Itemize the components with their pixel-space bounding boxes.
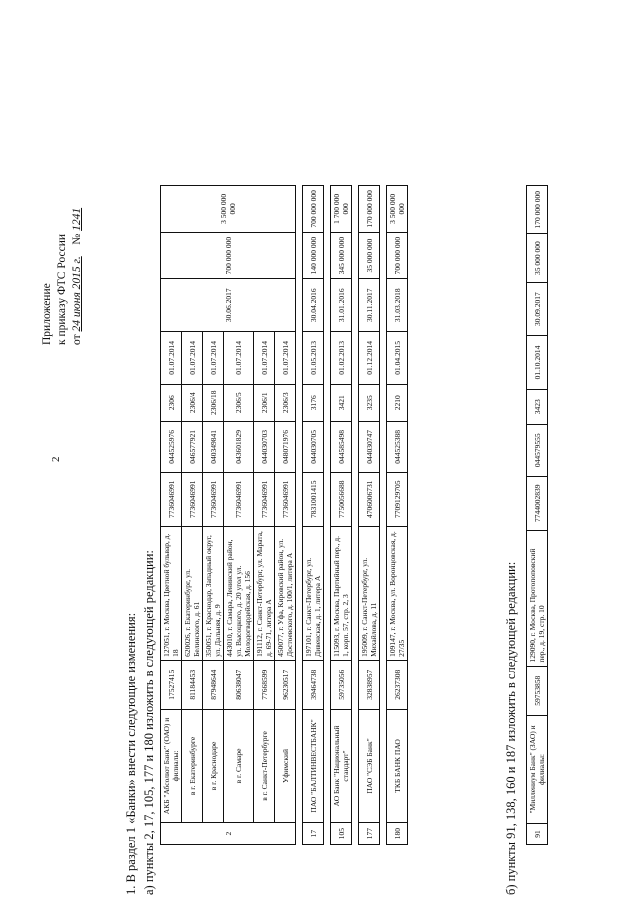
banks-table-a: [160, 185, 408, 845]
cell-d2: 31.03.2018: [387, 279, 408, 332]
cell-addr: 191112, г. Санкт-Петербург, ул. Марата, д. 69-71, литера А: [254, 526, 275, 660]
table-row: [331, 186, 352, 845]
cell-inn: 7750056688: [331, 472, 352, 526]
appendix-date-line: [70, 208, 85, 345]
table-row: [161, 186, 182, 845]
cell-lic: 2210: [387, 384, 408, 421]
cell-d1: 01.07.2014: [203, 332, 224, 385]
cell-inn: 7831001415: [303, 472, 324, 526]
cell-d2: 30.04.2016: [303, 279, 324, 332]
cell-s2: 170 000 000: [359, 186, 380, 233]
cell-name: ПАО "БАЛТИНВЕСТБАНК": [303, 709, 324, 823]
cell-name: АКБ "Абсолют Банк" (ОАО) и филиалы:: [161, 709, 182, 823]
page-number: 2: [50, 456, 62, 462]
cell-bik: 044585498: [331, 421, 352, 472]
cell-d1: 01.07.2014: [254, 332, 275, 385]
cell-lic: 2306: [161, 384, 182, 421]
cell-d1: 01.07.2014: [224, 332, 254, 385]
cell-inn: 7736046991: [182, 472, 203, 526]
cell-s1: 700 000 000: [161, 232, 296, 279]
cell-num: 2: [161, 823, 296, 845]
cell-num: 105: [331, 823, 352, 845]
cell-d1: 01.02.2013: [331, 332, 352, 385]
subsection-a: а) пункты 2, 17, 105, 177 и 180 изложить в следующей редакции:: [142, 550, 156, 895]
cell-d1: 01.07.2014: [161, 332, 182, 385]
cell-s1: 35 000 000: [359, 232, 380, 279]
cell-name: Уфимский: [275, 709, 296, 823]
cell-inn: 7709129705: [387, 472, 408, 526]
row-gap-cell: [380, 186, 387, 845]
section-heading: 1. В раздел 1 «Банки» внести следующие изменения:: [124, 612, 138, 895]
cell-num: 91: [527, 823, 548, 844]
banks-table-b-body: [527, 186, 548, 845]
cell-addr: 443010, г. Самара, Ленинский район, ул. Высоцкого, д. 20 угол ул. Молодогвардейская, д. 156: [224, 526, 254, 660]
cell-d1: 01.10.2014: [527, 336, 548, 389]
cell-s1: 700 000 000: [387, 232, 408, 279]
cell-name: "Миллениум Банк" (ЗАО) и филиалы:: [527, 715, 548, 823]
cell-s1: 140 000 000: [303, 232, 324, 279]
cell-num: 177: [359, 823, 380, 845]
cell-lic: 2306/4: [182, 384, 203, 421]
cell-inn: 7736046991: [224, 472, 254, 526]
cell-d1: 01.05.2013: [303, 332, 324, 385]
cell-s1: 35 000 000: [527, 234, 548, 282]
cell-inn: 7744002839: [527, 476, 548, 530]
cell-lic: 2306/1: [254, 384, 275, 421]
cell-addr: 350051, г. Краснодар, Западный округ, ул. Дальняя, д. 9: [203, 526, 224, 660]
cell-d2: 30.09.2017: [527, 282, 548, 335]
row-gap: [324, 186, 331, 845]
cell-name: в г. Екатеринбурге: [182, 709, 203, 823]
cell-code: 17527415: [161, 660, 182, 709]
cell-inn: 7736046991: [275, 472, 296, 526]
cell-s2: 3 500 000 000: [387, 186, 408, 233]
cell-inn: 7736046991: [203, 472, 224, 526]
table-row: [527, 186, 548, 845]
cell-inn: 7736046991: [161, 472, 182, 526]
cell-num: 17: [303, 823, 324, 845]
cell-lic: 3421: [331, 384, 352, 421]
appendix-from: от: [71, 334, 83, 345]
cell-addr: 620026, г. Екатеринбург, ул. Белинского, д. 61: [182, 526, 203, 660]
cell-code: 80638047: [224, 660, 254, 709]
cell-lic: 3423: [527, 389, 548, 424]
cell-lic: 2306/5: [224, 384, 254, 421]
cell-s1: 345 000 000: [331, 232, 352, 279]
cell-d2: 31.01.2016: [331, 279, 352, 332]
cell-code: 32838957: [359, 660, 380, 709]
cell-bik: 044525388: [387, 421, 408, 472]
row-gap: [352, 186, 359, 845]
cell-inn: 4706006731: [359, 472, 380, 526]
cell-lic: 3235: [359, 384, 380, 421]
cell-bik: 044525976: [161, 421, 182, 472]
cell-bik: 046577921: [182, 421, 203, 472]
cell-d1: 01.04.2015: [387, 332, 408, 385]
cell-name: ТКБ БАНК ПАО: [387, 709, 408, 823]
cell-s2: 700 000 000: [303, 186, 324, 233]
cell-lic: 3176: [303, 384, 324, 421]
table-row: [359, 186, 380, 845]
cell-code: 59735056: [331, 660, 352, 709]
cell-code: 26237308: [387, 660, 408, 709]
cell-d2: 30.11.2017: [359, 279, 380, 332]
cell-addr: 450077, г. Уфа, Кировский район, ул. Достоевского, д. 100/1, литера А: [275, 526, 296, 660]
cell-addr: 197101, г. Санкт-Петербург, ул. Дивенская, д. 1, литера А: [303, 526, 324, 660]
row-gap-cell: [324, 186, 331, 845]
cell-name: ПАО "СЭБ Банк": [359, 709, 380, 823]
appendix-order: к приказу ФТС России: [56, 234, 68, 345]
cell-code: 96230517: [275, 660, 296, 709]
cell-code: 87948644: [203, 660, 224, 709]
row-gap-cell: [296, 186, 303, 845]
cell-addr: 109147, г. Москва, ул. Воронцовская, д. 27/35: [387, 526, 408, 660]
cell-name: АО Банк "Национальный стандарт": [331, 709, 352, 823]
banks-table-a-body: [161, 186, 408, 845]
appendix-date: 24 июня 2015 г.: [71, 256, 83, 332]
cell-code: 39464738: [303, 660, 324, 709]
cell-bik: 044030705: [303, 421, 324, 472]
cell-addr: 129090, г. Москва, Протопоповский пер., д. 19, стр. 10: [527, 530, 548, 666]
cell-d1: 01.07.2014: [275, 332, 296, 385]
cell-bik: 048071976: [275, 421, 296, 472]
cell-s2: 170 000 000: [527, 186, 548, 234]
cell-s2: 1 700 000 000: [331, 186, 352, 233]
cell-name: в г. Санкт-Петербурге: [254, 709, 275, 823]
row-gap-cell: [352, 186, 359, 845]
cell-bik: 044030747: [359, 421, 380, 472]
cell-name: в г. Самаре: [224, 709, 254, 823]
appendix-number-prefix: №: [71, 233, 83, 245]
appendix-block: [40, 208, 85, 345]
cell-inn: 7736046991: [254, 472, 275, 526]
cell-bik: 044579555: [527, 424, 548, 476]
row-gap: [380, 186, 387, 845]
cell-addr: 127051, г. Москва, Цветной бульвар, д. 18: [161, 526, 182, 660]
cell-code: 77668599: [254, 660, 275, 709]
cell-bik: 040349841: [203, 421, 224, 472]
cell-lic: 2306/18: [203, 384, 224, 421]
appendix-number: 1241: [71, 207, 83, 231]
cell-d1: 01.07.2014: [182, 332, 203, 385]
cell-s2: 3 500 000 000: [161, 186, 296, 233]
cell-d2: 30.06.2017: [161, 279, 296, 332]
cell-bik: 043601829: [224, 421, 254, 472]
subsection-b: б) пункты 91, 138, 160 и 187 изложить в следующей редакции:: [504, 561, 518, 895]
cell-code: 59753858: [527, 666, 548, 715]
banks-table-b: [526, 185, 548, 845]
table-row: [387, 186, 408, 845]
cell-num: 180: [387, 823, 408, 845]
cell-d1: 01.12.2014: [359, 332, 380, 385]
table-row: [303, 186, 324, 845]
cell-bik: 044030703: [254, 421, 275, 472]
cell-code: 81184453: [182, 660, 203, 709]
cell-lic: 2306/3: [275, 384, 296, 421]
row-gap: [296, 186, 303, 845]
cell-addr: 115093, г. Москва, Партийный пер., д. 1, корп. 57, стр. 2, 3: [331, 526, 352, 660]
cell-addr: 195009, г. Санкт-Петербург, ул. Михайлова, д. 11: [359, 526, 380, 660]
appendix-title: Приложение: [41, 283, 53, 345]
cell-name: в г. Краснодаре: [203, 709, 224, 823]
